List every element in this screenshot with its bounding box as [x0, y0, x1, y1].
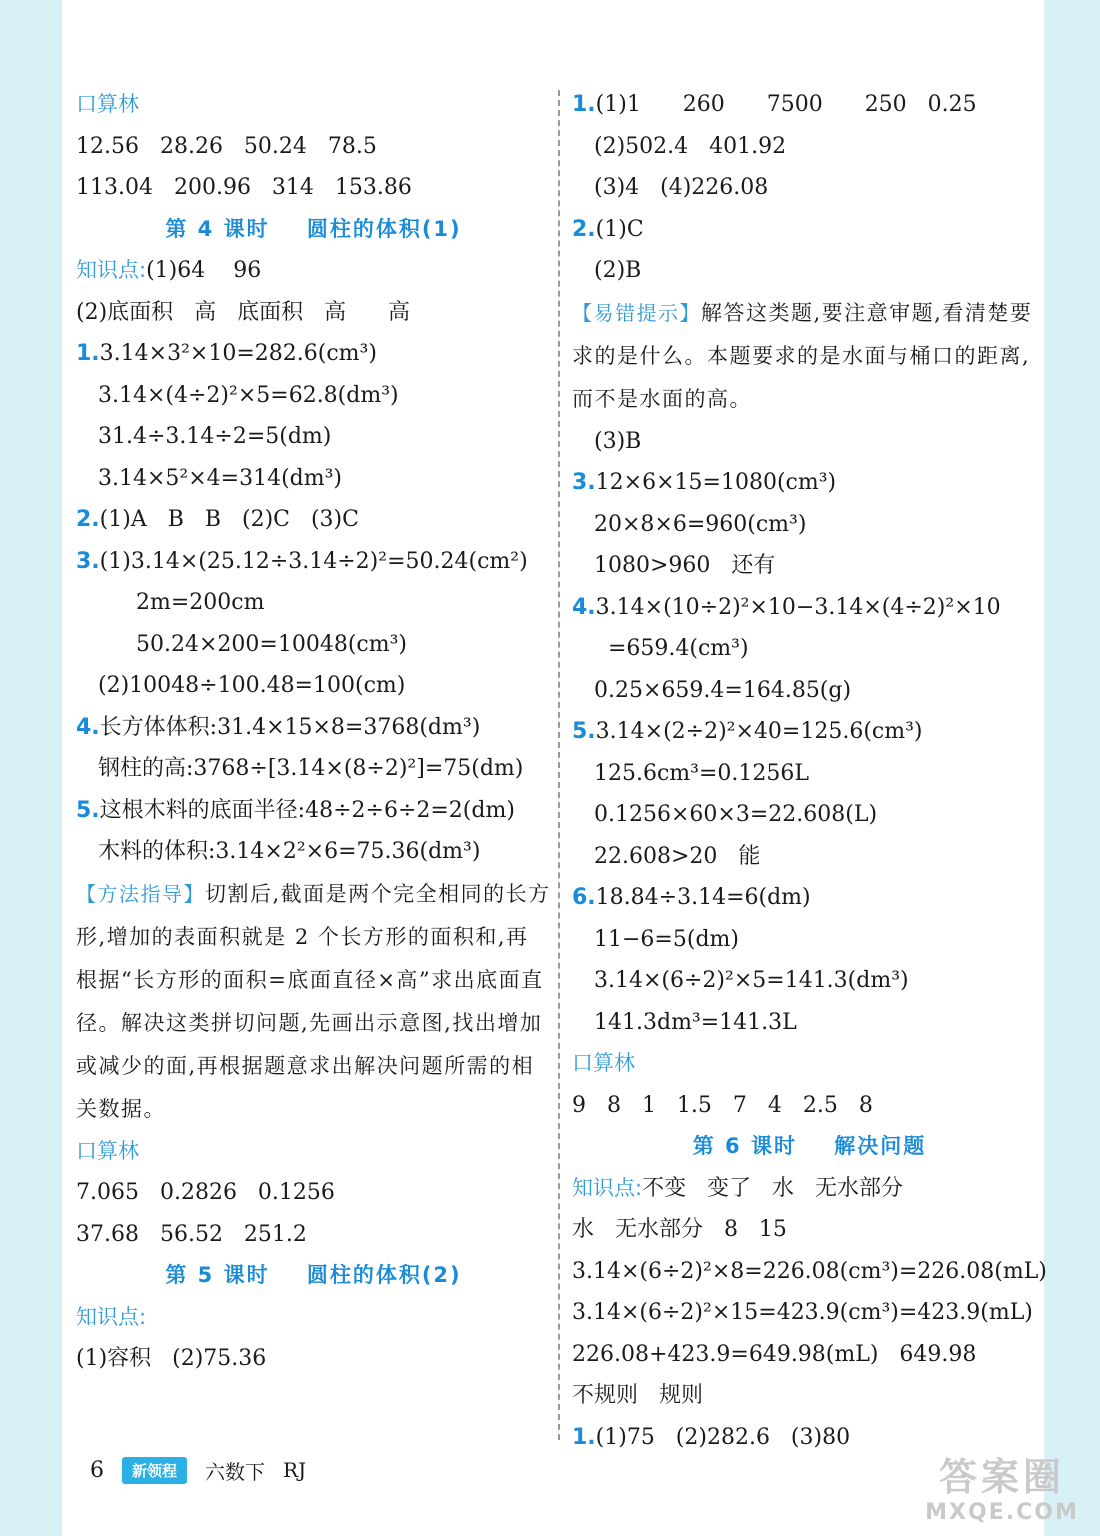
answer-line: (2)10048÷100.48=100(cm): [98, 673, 406, 698]
answer-text: 这根木料的底面半径:48÷2÷6÷2=2(dm): [99, 797, 515, 823]
answer-line: 141.3dm³=141.3L: [594, 1009, 797, 1035]
tip-paragraph: [76, 873, 551, 1131]
answer-line: 20×8×6=960(cm³): [594, 511, 807, 537]
knowledge-point-label: 知识点:: [76, 1304, 147, 1329]
knowledge-point-label: 知识点:: [572, 1175, 643, 1200]
lesson-heading: 第 5 课时 圆柱的体积(2): [165, 1263, 462, 1287]
series-badge: 新领程: [122, 1457, 187, 1484]
answer-line: 11−6=5(dm): [594, 926, 739, 952]
answer-line: 木料的体积:3.14×2²×6=75.36(dm³): [98, 839, 481, 864]
answer-number: 4.: [76, 714, 100, 740]
answer-line: =659.4(cm³): [594, 636, 749, 661]
knowledge-point-line: [572, 1168, 1047, 1210]
answer-text: 18.84÷3.14=6(dm): [595, 885, 811, 910]
answer-line: 3.14×(6÷2)²×5=141.3(dm³): [594, 968, 909, 993]
tip-text: 解答这类题,要注意审题,看清楚要求的是什么。本题要求的是水面与桶口的距离,而不是水面的高。: [572, 300, 1033, 411]
answer-text: (1)3.14×(25.12÷3.14÷2)²=50.24(cm²): [99, 548, 528, 574]
text-line: 不规则 规则: [572, 1383, 703, 1408]
watermark-domain: MXQE.COM: [925, 1500, 1079, 1525]
answer-text: 3.14×(10÷2)²×10−3.14×(4÷2)²×10: [595, 594, 1001, 620]
answer-text: 3.14×(2÷2)²×40=125.6(cm³): [595, 719, 923, 744]
text-line: 3.14×(6÷2)²×15=423.9(cm³)=423.9(mL): [572, 1300, 1033, 1325]
answer-item: [572, 711, 1047, 753]
tip-text: 切割后,截面是两个完全相同的长方形,增加的表面积就是 2 个长方形的面积和,再根据“长方形的面积=底面直径×高”求出底面直径。解决这类拼切问题,先画出示意图,找出增加或减少的面,再根据题意求出解决问题所需的相关数据。: [76, 881, 551, 1121]
knowledge-point-line: [76, 1297, 551, 1339]
tip-paragraph: [572, 292, 1047, 421]
answer-text: (1)75 (2)282.6 (3)80: [595, 1424, 851, 1450]
answer-line: 31.4÷3.14÷2=5(dm): [98, 424, 332, 449]
answer-item: [572, 587, 1047, 629]
answer-number: 5.: [572, 719, 596, 744]
answer-item: [76, 707, 551, 749]
right-margin-band: [1044, 0, 1100, 1536]
answer-line: 125.6cm³=0.1256L: [594, 760, 810, 786]
text-line: 37.68 56.52 251.2: [76, 1221, 307, 1247]
text-line: 9 8 1 1.5 7 4 2.5 8: [572, 1092, 873, 1118]
answer-item: [76, 499, 551, 541]
knowledge-point-text: 不变 变了 水 无水部分: [642, 1175, 904, 1201]
text-line: 3.14×(6÷2)²×8=226.08(cm³)=226.08(mL): [572, 1258, 1047, 1284]
answer-item: [572, 209, 1047, 251]
answer-number: 6.: [572, 885, 596, 910]
edition-label: RJ: [283, 1458, 307, 1482]
answer-line: (3)B: [594, 428, 642, 454]
column-divider: [558, 90, 560, 1440]
page-footer: [90, 1452, 306, 1488]
text-line: 7.065 0.2826 0.1256: [76, 1180, 335, 1205]
answer-item: [572, 462, 1047, 504]
answer-item: [572, 877, 1047, 919]
answer-line: (3)4 (4)226.08: [594, 175, 769, 200]
answer-item: [572, 84, 1047, 126]
answer-line: 50.24×200=10048(cm³): [136, 631, 407, 657]
text-line: 12.56 28.26 50.24 78.5: [76, 133, 377, 159]
knowledge-point-text: (1)64 96: [146, 258, 262, 283]
knowledge-point-line: [76, 250, 551, 292]
answer-text: (1)1 260 7500 250 0.25: [595, 92, 977, 117]
answer-number: 1.: [572, 1424, 596, 1450]
answer-line: 3.14×(4÷2)²×5=62.8(dm³): [98, 382, 399, 408]
answer-line: 2m=200cm: [136, 590, 265, 615]
oral-calc-label: 口算林: [76, 92, 139, 116]
right-column: [572, 84, 1047, 1458]
page-number: 6: [90, 1457, 104, 1483]
oral-calc-label: 口算林: [572, 1051, 635, 1075]
watermark-logo-text: 答案圈: [938, 1455, 1065, 1499]
answer-text: 3.14×3²×10=282.6(cm³): [99, 341, 377, 366]
left-margin-band: [0, 0, 62, 1536]
lesson-heading: 第 6 课时 解决问题: [692, 1134, 927, 1158]
answer-item: [76, 541, 551, 583]
watermark: [912, 1454, 1092, 1534]
answer-line: 0.1256×60×3=22.608(L): [594, 802, 878, 827]
answer-number: 1.: [572, 92, 596, 117]
answer-line: 3.14×5²×4=314(dm³): [98, 465, 343, 491]
answer-text: (1)A B B (2)C (3)C: [99, 507, 359, 532]
text-line: 113.04 200.96 314 153.86: [76, 175, 412, 200]
answer-line: 0.25×659.4=164.85(g): [594, 677, 852, 703]
text-line: (1)容积 (2)75.36: [76, 1346, 267, 1371]
answer-line: 1080>960 还有: [594, 553, 776, 578]
tip-tag: 【易错提示】: [572, 300, 701, 325]
answer-line: 钢柱的高:3768÷[3.14×(8÷2)²]=75(dm): [98, 756, 524, 781]
answer-item: [572, 1417, 1047, 1459]
answer-number: 2.: [76, 507, 100, 532]
answer-text: 长方体体积:31.4×15×8=3768(dm³): [99, 714, 481, 740]
oral-calc-label: 口算林: [76, 1138, 139, 1163]
answer-number: 2.: [572, 216, 596, 242]
answer-number: 4.: [572, 594, 596, 620]
left-column: [76, 84, 551, 1380]
answer-number: 5.: [76, 797, 100, 823]
answer-number: 3.: [572, 470, 596, 495]
answer-item: [76, 790, 551, 832]
answer-line: (2)B: [594, 258, 642, 283]
text-line: (2)底面积 高 底面积 高 高: [76, 299, 411, 325]
answer-item: [76, 333, 551, 375]
text-line: 水 无水部分 8 15: [572, 1217, 787, 1242]
answer-line: 22.608>20 能: [594, 843, 761, 869]
grade-label: 六数下: [205, 1459, 266, 1484]
answer-text: 12×6×15=1080(cm³): [595, 470, 837, 495]
tip-tag: 【方法指导】: [76, 881, 205, 906]
answer-text: (1)C: [595, 216, 644, 242]
lesson-heading: 第 4 课时 圆柱的体积(1): [165, 216, 462, 241]
answer-number: 3.: [76, 548, 100, 574]
answer-line: (2)502.4 401.92: [594, 133, 787, 159]
text-line: 226.08+423.9=649.98(mL) 649.98: [572, 1341, 977, 1367]
knowledge-point-label: 知识点:: [76, 258, 147, 282]
answer-number: 1.: [76, 341, 100, 366]
